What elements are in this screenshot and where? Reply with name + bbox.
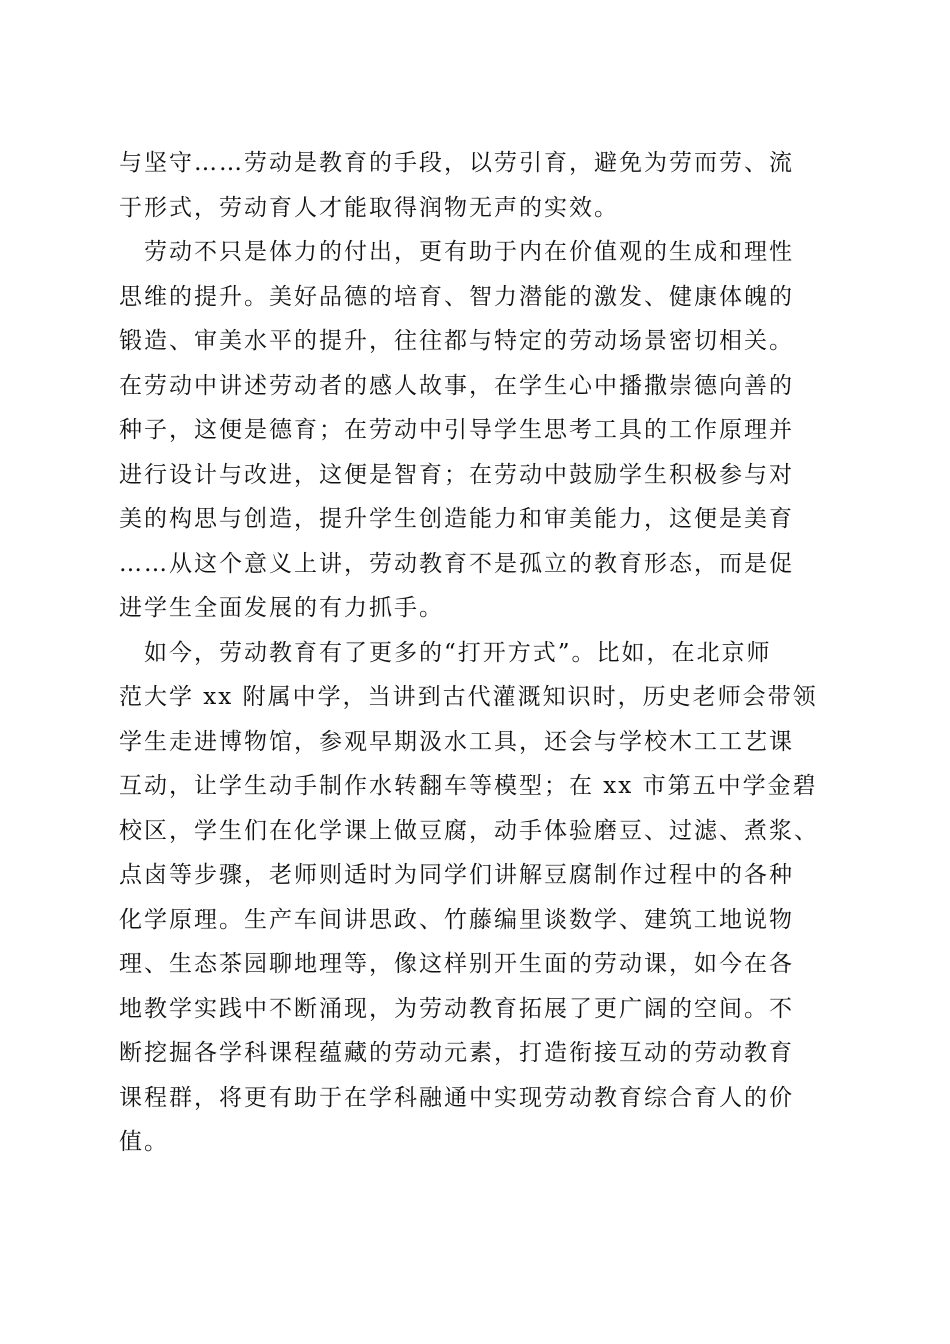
text-line: 种子，这便是德育；在劳动中引导学生思考工具的工作原理并 xyxy=(119,417,794,443)
text-line: 在劳动中讲述劳动者的感人故事，在学生心中播撒崇德向善的 xyxy=(119,372,794,399)
text-line: 范大学 xx 附属中学，当讲到古代灌溉知识时，历史老师会带领 xyxy=(119,684,818,710)
text-line: 值。 xyxy=(119,1129,169,1155)
text-line: 美的构思与创造，提升学生创造能力和审美能力，这便是美育 xyxy=(119,506,794,532)
text-line: ……从这个意义上讲，劳动教育不是孤立的教育形态，而是促 xyxy=(119,550,794,577)
text-line: 地教学实践中不断涌现，为劳动教育拓展了更广阔的空间。不 xyxy=(119,995,794,1022)
text-line: 化学原理。生产车间讲思政、竹藤编里谈数学、建筑工地说物 xyxy=(119,906,794,933)
document-body xyxy=(119,141,835,1165)
text-line: 进学生全面发展的有力抓手。 xyxy=(119,595,444,621)
text-line: 于形式，劳动育人才能取得润物无声的实效。 xyxy=(119,194,619,221)
text-line: 互动，让学生动手制作水转翻车等模型；在 xx 市第五中学金碧 xyxy=(119,773,818,799)
text-line: 思维的提升。美好品德的培育、智力潜能的激发、健康体魄的 xyxy=(119,283,794,310)
text-line: 如今，劳动教育有了更多的“打开方式”。比如，在北京师 xyxy=(119,639,772,666)
text-line: 锻造、审美水平的提升，往往都与特定的劳动场景密切相关。 xyxy=(119,328,794,354)
text-line: 与坚守……劳动是教育的手段，以劳引育，避免为劳而劳、流 xyxy=(119,150,794,176)
text-line: 断挖掘各学科课程蕴藏的劳动元素，打造衔接互动的劳动教育 xyxy=(119,1040,794,1066)
text-line: 课程群，将更有助于在学科融通中实现劳动教育综合育人的价 xyxy=(119,1084,794,1111)
text-line: 理、生态茶园聊地理等，像这样别开生面的劳动课，如今在各 xyxy=(119,951,794,977)
text-line: 进行设计与改进，这便是智育；在劳动中鼓励学生积极参与对 xyxy=(119,461,794,488)
text-line: 学生走进博物馆，参观早期汲水工具，还会与学校木工工艺课 xyxy=(119,728,794,755)
text-line: 点卤等步骤，老师则适时为同学们讲解豆腐制作过程中的各种 xyxy=(119,862,794,888)
text-line: 校区，学生们在化学课上做豆腐，动手体验磨豆、过滤、煮浆、 xyxy=(119,817,819,844)
text-line: 劳动不只是体力的付出，更有助于内在价值观的生成和理性 xyxy=(119,239,794,265)
